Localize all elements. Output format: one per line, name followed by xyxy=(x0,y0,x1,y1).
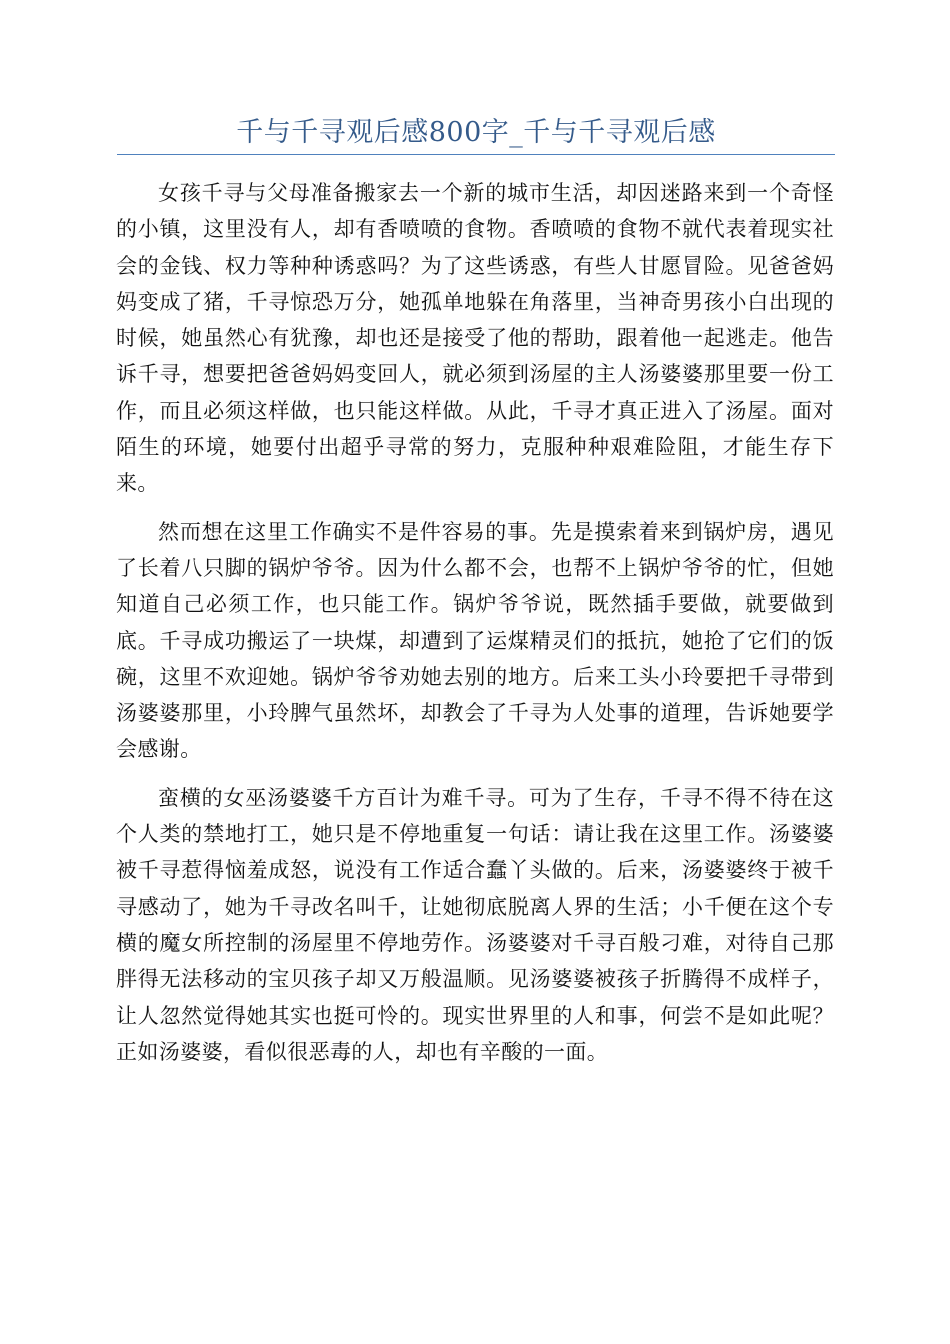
paragraph-2: 然而想在这里工作确实不是件容易的事。先是摸索着来到锅炉房，遇见了长着八只脚的锅炉爷爷。因为什么都不会，也帮不上锅炉爷爷的忙，但她知道自己必须工作，也只能工作。锅炉爷爷说，既然插手要做，就要做到底。千寻成功搬运了一块煤，却遭到了运煤精灵们的抵抗，她抢了它们的饭碗，这里不欢迎她。锅炉爷爷劝她去别的地方。后来工头小玲要把千寻带到汤婆婆那里，小玲脾气虽然坏，却教会了千寻为人处事的道理，告诉她要学会感谢。 xyxy=(116,519,834,762)
document-body xyxy=(116,175,834,1082)
document-title: 千与千寻观后感800字_千与千寻观后感 xyxy=(236,117,716,148)
paragraph-3: 蛮横的女巫汤婆婆千方百计为难千寻。可为了生存，千寻不得不待在这个人类的禁地打工，她只是不停地重复一句话：请让我在这里工作。汤婆婆被千寻惹得恼羞成怒，说没有工作适合蠢丫头做的。后来，汤婆婆终于被千寻感动了，她为千寻改名叫千，让她彻底脱离人界的生活；小千便在这个专横的魔女所控制的汤屋里不停地劳作。汤婆婆对千寻百般刁难，对待自己那胖得无法移动的宝贝孩子却又万般温顺。见汤婆婆被孩子折腾得不成样子，让人忽然觉得她其实也挺可怜的。现实世界里的人和事，何尝不是如此呢？正如汤婆婆，看似很恶毒的人，却也有辛酸的一面。 xyxy=(116,785,834,1064)
paragraph-1: 女孩千寻与父母准备搬家去一个新的城市生活，却因迷路来到一个奇怪的小镇，这里没有人，却有香喷喷的食物。香喷喷的食物不就代表着现实社会的金钱、权力等种种诱惑吗？为了这些诱惑，有些人甘愿冒险。见爸爸妈妈变成了猪，千寻惊恐万分，她孤单地躲在角落里，当神奇男孩小白出现的时候，她虽然心有犹豫，却也还是接受了他的帮助，跟着他一起逃走。他告诉千寻，想要把爸爸妈妈变回人，就必须到汤屋的主人汤婆婆那里要一份工作，而且必须这样做，也只能这样做。从此，千寻才真正进入了汤屋。面对陌生的环境，她要付出超乎寻常的努力，克服种种艰难险阻，才能生存下来。 xyxy=(116,181,834,496)
title-underline xyxy=(117,154,835,155)
